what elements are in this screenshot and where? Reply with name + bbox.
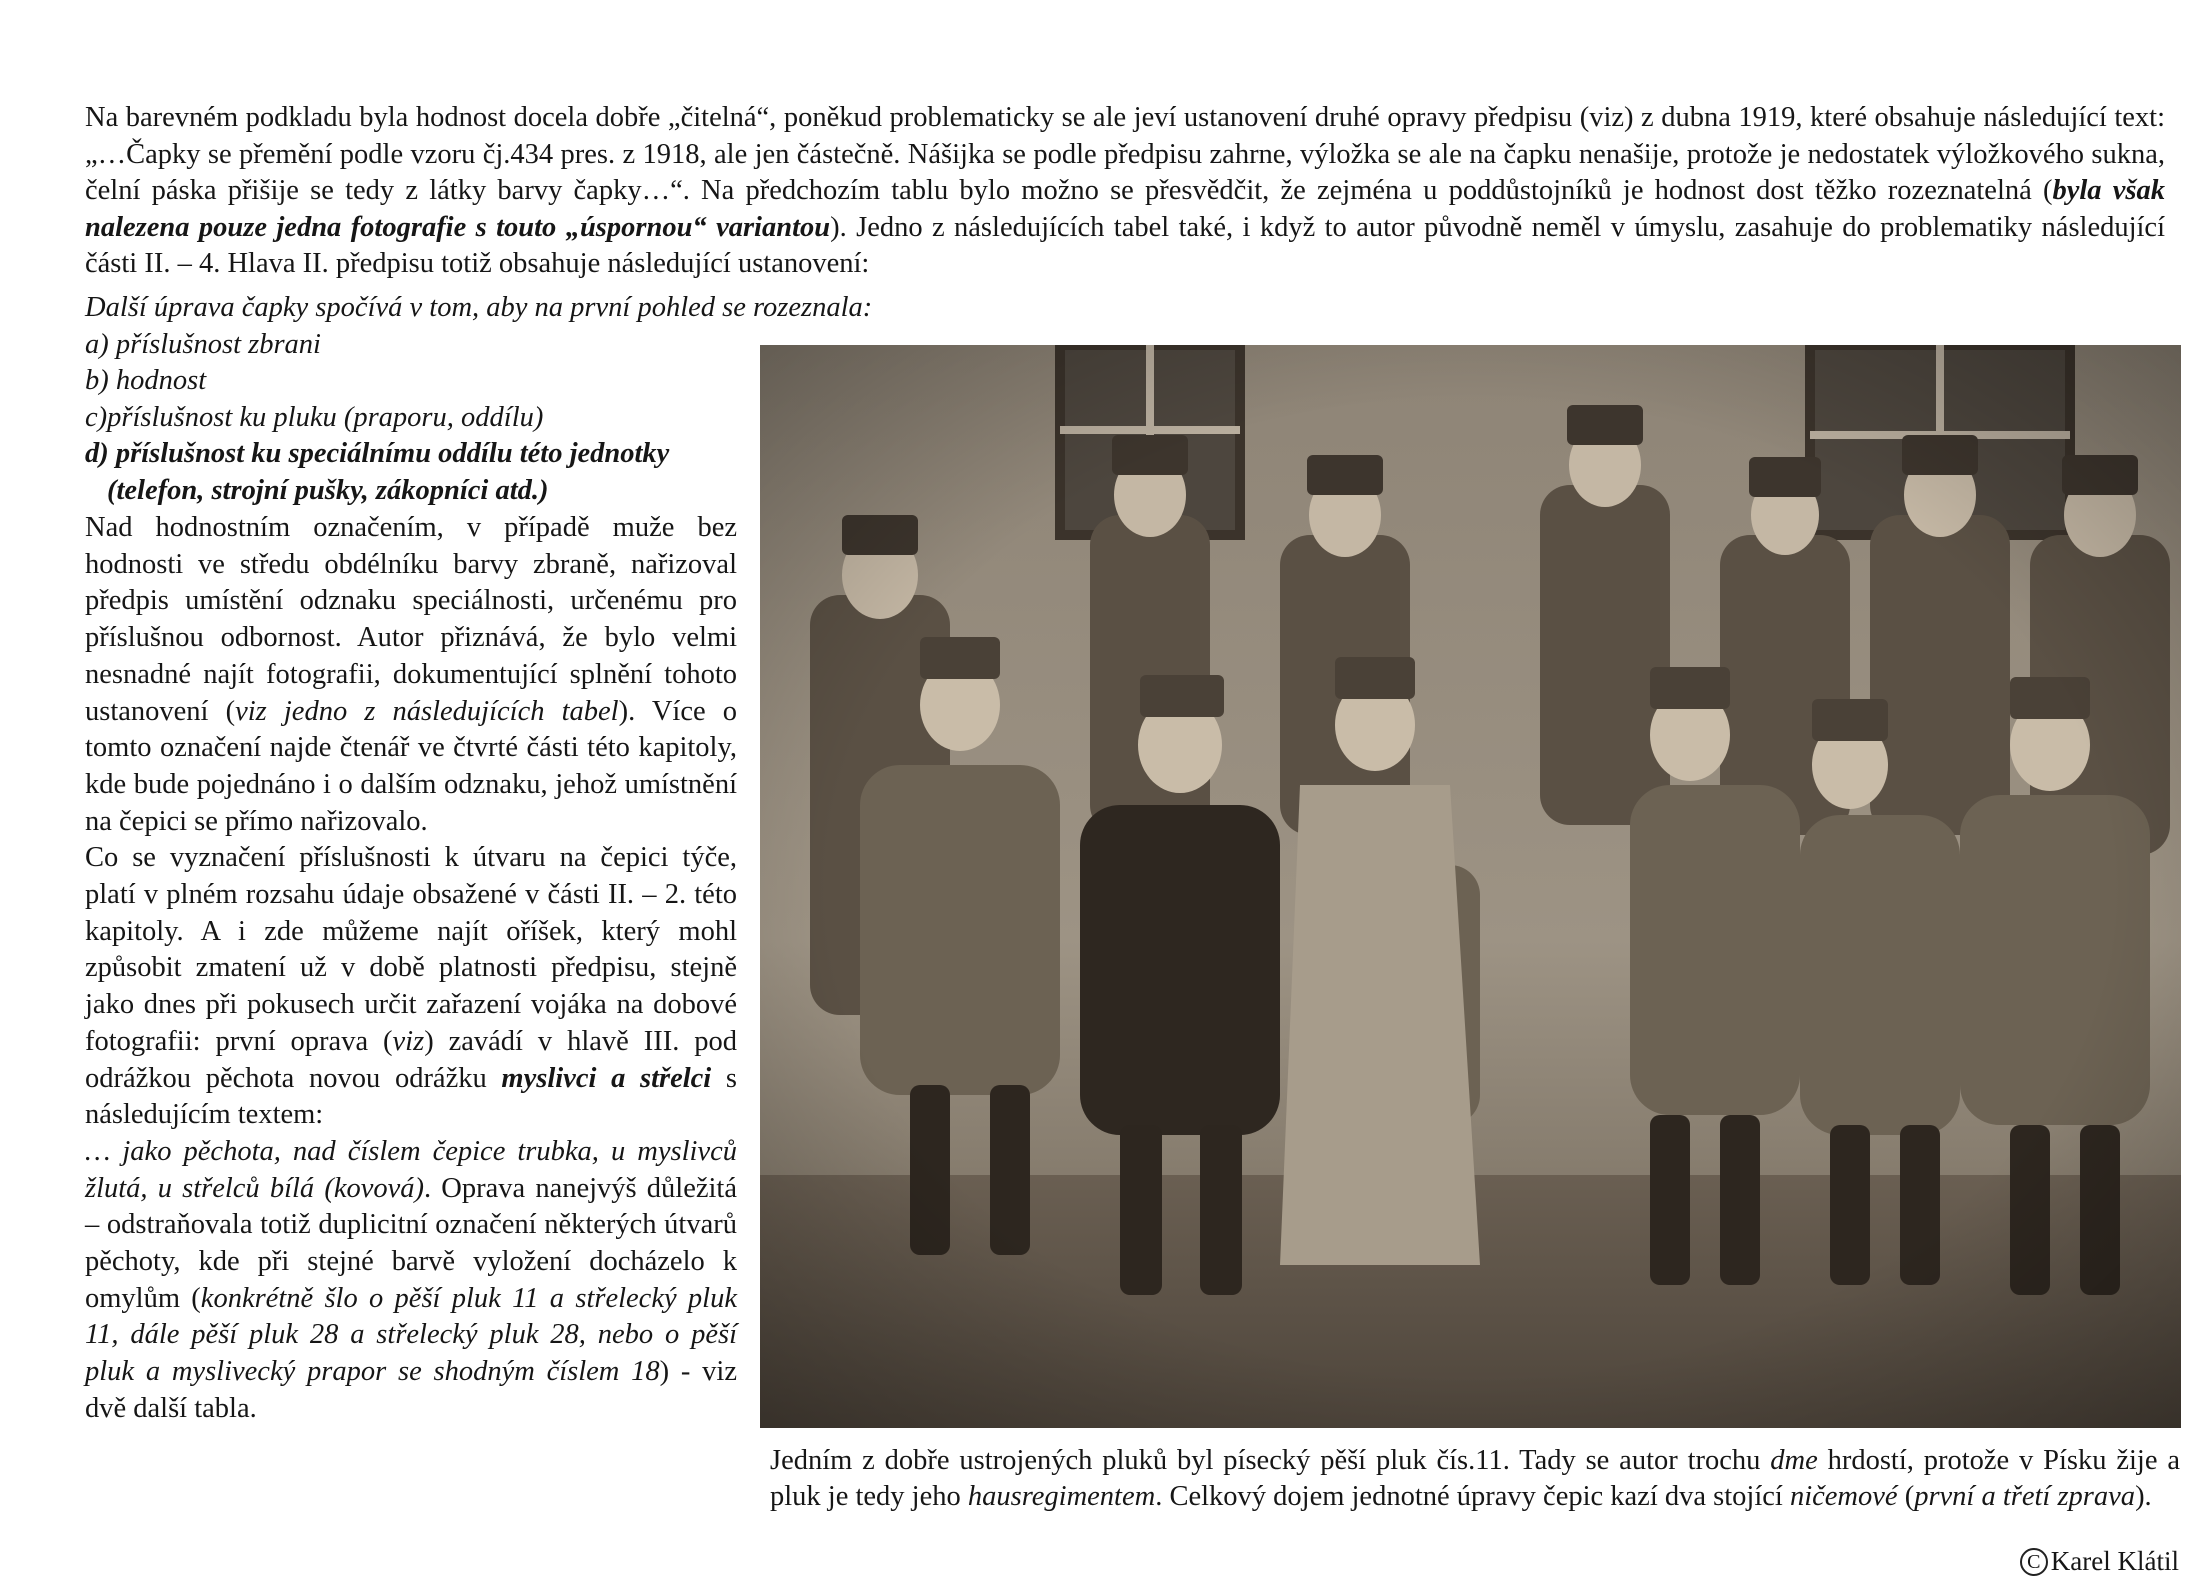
left-p2-emphasis: myslivci a střelci <box>501 1062 712 1094</box>
left-p2-viz: viz <box>392 1025 425 1057</box>
regulation-lead: Další úprava čapky spočívá v tom, aby na první pohled se rozeznala: <box>85 292 873 323</box>
regulation-item-b: b) hodnost <box>85 365 207 396</box>
caption-italic-1: dme <box>1770 1445 1818 1476</box>
left-p2-text: Co se vyznačení příslušnosti k útvaru na čepici týče, platí v plném rozsahu údaje obsažené v části II. – 2. této kapitoly. A i zde můžeme najít oříšek, který mohl způsobit zmatení už v době platnosti předpisu, stejně jako dnes při pokusech určit zařazení vojáka na dobové fotografii: první oprava ( <box>85 842 737 1057</box>
left-p2-text-mid: ) zavádí v hlavě III. pod odrážkou pěchota novou odrážku <box>85 1025 737 1094</box>
caption-italic-2: hausregimentem <box>967 1480 1156 1512</box>
copyright-notice <box>2020 1546 2179 1577</box>
left-p3-italic: konkrétně šlo o pěší pluk 11 a střelecký pluk 11, dále pěší pluk 28 a střelecký pluk 28, nebo o pěší pluk a myslivecký prapor se shodným číslem 18 <box>85 1282 737 1388</box>
intro-text-emphasis: byla však nalezena pouze jedna fotografie s touto „úspornou“ variantou <box>85 175 2166 243</box>
caption-text-1: Jedním z dobře ustrojených pluků byl písecký pěší pluk čís.11. Tady se autor trochu <box>770 1445 1771 1476</box>
intro-text-2: ). Jedno z následujících tabel také, i když to autor původně neměl v úmyslu, zasahuje do problematiky následující části II. – 4. Hlava II. předpisu totiž obsahuje následující ustanovení: <box>85 211 2166 279</box>
left-paragraph-1 <box>85 510 737 840</box>
left-p1-text: Nad hodnostním označením, v případě muže bez hodnosti ve středu obdélníku barvy zbraně, nařizoval předpis umístění odznaku speciálnosti, určenému pro příslušnou odbornost. Autor přiznává, že bylo velmi nesnadné najít fotografii, dokumentující splnění tohoto ustanovení ( <box>85 512 737 727</box>
caption-text-2: hrdostí, protože v Písku žije a pluk je tedy jeho <box>770 1445 2180 1512</box>
regulation-item-d: d) příslušnost ku speciálnímu oddílu této jednotky <box>85 438 670 469</box>
copyright-icon: C <box>2020 1548 2048 1576</box>
intro-paragraph <box>85 100 2165 283</box>
caption-text-3: . Celkový dojem jednotné úpravy čepic kazí dva stojící <box>1155 1480 1790 1512</box>
left-paragraph-2 <box>85 840 737 1134</box>
regulation-item-d-detail: (telefon, strojní pušky, zákopníci atd.) <box>107 474 549 506</box>
left-p1-italic: viz jedno z následujících tabel <box>235 695 619 727</box>
left-column-text <box>85 510 737 1428</box>
regulation-item-a: a) příslušnost zbrani <box>85 328 321 360</box>
group-photograph <box>760 345 2181 1428</box>
left-p3-text-end: ) - viz dvě další tabla. <box>85 1356 737 1424</box>
caption-text-4: ( <box>1897 1480 1915 1512</box>
left-p3-text: . Oprava nanejvýš důležitá – odstraňovala totiž duplicitní označení některých útvarů pěchoty, kde při stejné barvě vyložení docházelo k omylům ( <box>85 1172 737 1314</box>
caption-italic-3: ničemové <box>1789 1480 1898 1512</box>
copyright-author: Karel Klátil <box>2050 1546 2179 1576</box>
intro-text-1: Na barevném podkladu byla hodnost docela dobře „čitelná“, poněkud problematicky se ale jeví ustanovení druhé opravy předpisu (viz) z dubna 1919, které obsahuje následující text: „…Čapky se přemění podle vzoru čj.434 pres. z 1918, ale jen částečně. Nášijka se podle předpisu zahrne, výložka se ale na čapku nenašije, protože je nedostatek výložkového sukna, čelní páska přišije se tedy z látky barvy čapky…“. Na předchozím tablu bylo možno se přesvědčit, že zejména u poddůstojníků je hodnost dost těžko rozeznatelná ( <box>85 102 2165 206</box>
left-p1-text-end: ). Více o tomto označení najde čtenář ve čtvrté části této kapitoly, kde bude pojednáno i o dalším odznaku, jehož umístnění na čepici se přímo nařizovalo. <box>85 695 737 837</box>
caption-text-5: ). <box>2135 1480 2152 1512</box>
photo-caption <box>770 1443 2180 1514</box>
left-paragraph-3 <box>85 1134 737 1428</box>
regulation-item-c: c)příslušnost ku pluku (praporu, oddílu) <box>85 401 544 433</box>
left-p3-quote: … jako pěchota, nad číslem čepice trubka, u myslivců žlutá, u střelců bílá (kovová) <box>85 1135 737 1204</box>
left-p2-text-end: s následujícím textem: <box>85 1062 738 1131</box>
caption-italic-4: první a třetí zprava <box>1914 1480 2136 1512</box>
